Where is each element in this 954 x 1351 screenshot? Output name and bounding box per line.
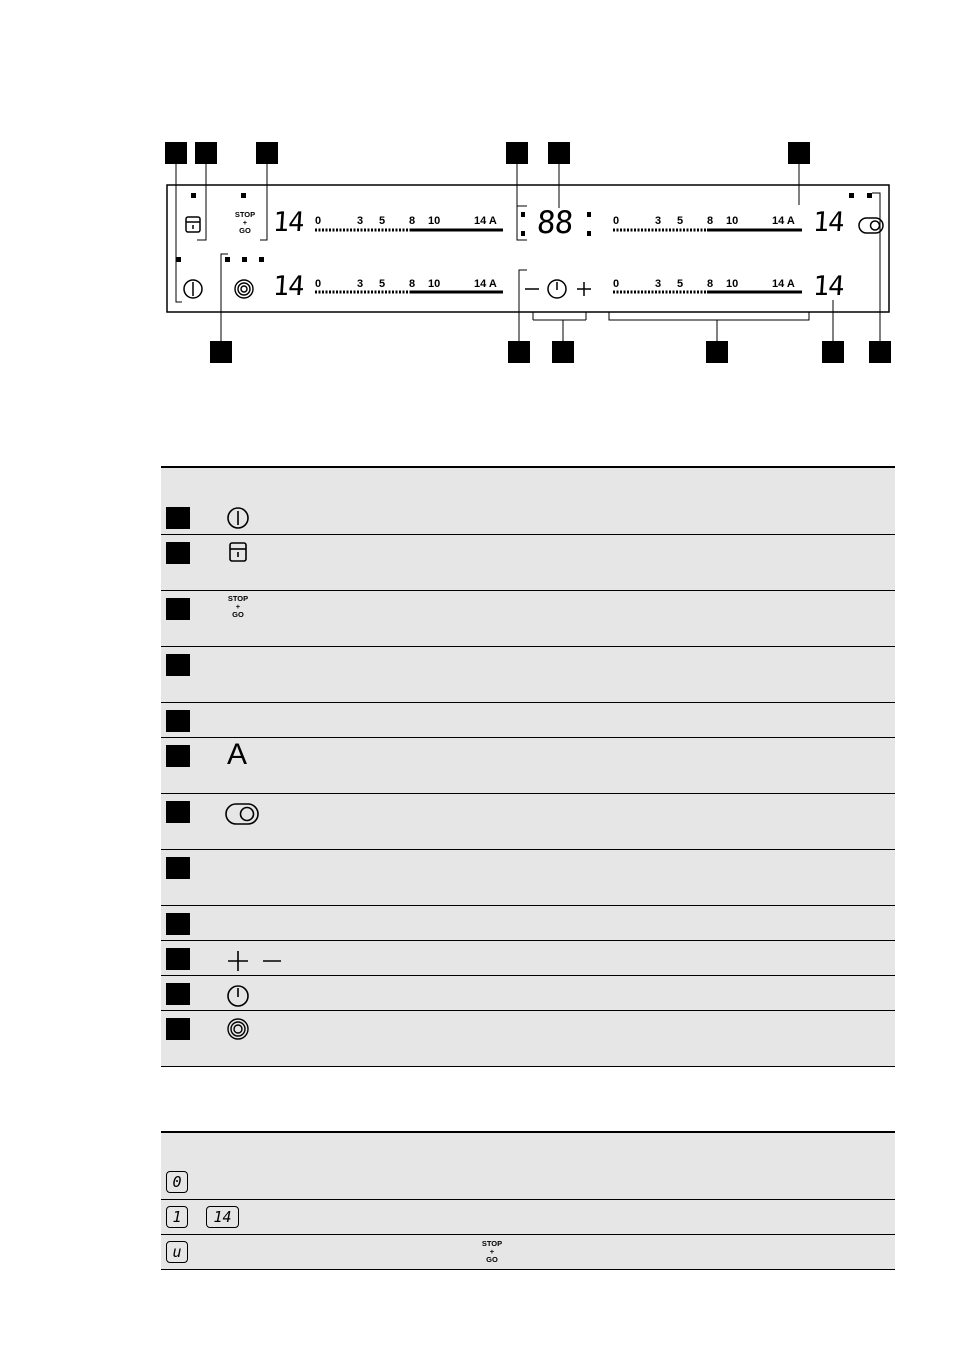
row-number-marker	[166, 542, 190, 564]
boost-icon	[223, 1015, 283, 1043]
row-number-marker	[166, 507, 190, 529]
scale-label: 10	[428, 278, 441, 290]
stop-label: STOP	[234, 210, 256, 219]
scale-label: 14 A	[474, 215, 497, 227]
scale-label: 8	[409, 215, 416, 227]
scale-label: 14 A	[772, 215, 795, 227]
go-label: GO	[239, 226, 251, 235]
row-number-marker	[166, 598, 190, 620]
row-number-marker	[166, 948, 190, 970]
lock-icon	[223, 539, 283, 567]
row-number-marker	[166, 983, 190, 1005]
row-number-marker	[166, 1018, 190, 1040]
display-symbol: u	[166, 1241, 188, 1263]
table-row	[161, 976, 895, 1011]
table-row	[161, 647, 895, 703]
row-number-marker	[166, 745, 190, 767]
row-number-marker	[166, 913, 190, 935]
table-row	[161, 794, 895, 850]
plus-label: +	[242, 218, 248, 227]
stop-go-label: +	[235, 602, 241, 611]
table-row	[161, 703, 895, 738]
plus-minus-icon	[223, 945, 283, 973]
table-row	[161, 906, 895, 941]
display-symbol: 0	[166, 1171, 188, 1193]
table-header	[161, 466, 895, 502]
table-row	[161, 500, 895, 535]
row-number-marker	[166, 710, 190, 732]
power-display-2: 14	[271, 271, 305, 302]
scale-label: 0	[315, 215, 322, 227]
scale-label: 5	[677, 215, 684, 227]
on-off-icon	[223, 504, 283, 532]
display-symbol: 14	[206, 1206, 239, 1228]
table-header-2	[161, 1131, 895, 1167]
stop-go-label: GO	[232, 610, 244, 619]
table-row	[161, 941, 895, 976]
scale-label: 0	[315, 278, 322, 290]
on-off-icon-cell	[223, 504, 283, 537]
scale-label: 14 A	[474, 278, 497, 290]
stop-go-icon	[223, 595, 253, 619]
stop-go-label: STOP	[481, 1239, 503, 1248]
table-row	[161, 738, 895, 794]
scale-label: 3	[357, 215, 364, 227]
table-row	[161, 1200, 895, 1235]
power-display-1: 14	[271, 207, 305, 238]
scale-label: 8	[707, 215, 714, 227]
plus-minus-icon-cell	[223, 945, 283, 978]
row-number-marker	[166, 654, 190, 676]
auto-letter: A	[227, 738, 248, 771]
scale-label: 8	[409, 278, 416, 290]
scale-label: 5	[677, 278, 684, 290]
panel-graphics	[0, 0, 954, 400]
scale-label: 5	[379, 215, 386, 227]
scale-label: 14 A	[772, 278, 795, 290]
timer-icon-cell	[223, 980, 283, 1013]
table-row	[161, 1011, 895, 1067]
timer-display: 88	[535, 205, 574, 241]
power-display-3: 14	[811, 207, 845, 238]
scale-label: 0	[613, 278, 620, 290]
scale-label: 5	[379, 278, 386, 290]
scale-label: 10	[726, 215, 739, 227]
lock-icon-cell	[223, 539, 283, 572]
table-row	[161, 1235, 895, 1270]
scale-label: 8	[707, 278, 714, 290]
scale-label: 0	[613, 215, 620, 227]
bridge-icon-cell	[223, 798, 283, 831]
stop-go-icon	[477, 1240, 507, 1264]
row-number-marker	[166, 801, 190, 823]
stop-go-key	[228, 211, 262, 235]
control-panel-diagram	[0, 0, 954, 400]
table-row	[161, 591, 895, 647]
table-row	[161, 535, 895, 591]
stop-go-label: STOP	[227, 594, 249, 603]
scale-label: 3	[655, 215, 662, 227]
scale-label: 3	[655, 278, 662, 290]
scale-label: 10	[726, 278, 739, 290]
symbol-table	[161, 466, 895, 1068]
display-table	[161, 1131, 895, 1272]
boost-icon-cell	[223, 1015, 283, 1048]
power-display-4: 14	[811, 271, 845, 302]
scale-label: 3	[357, 278, 364, 290]
row-number-marker	[166, 857, 190, 879]
scale-label: 10	[428, 215, 441, 227]
stop-go-label: GO	[486, 1255, 498, 1264]
stop-go-label: +	[489, 1247, 495, 1256]
bridge-icon	[223, 798, 283, 826]
timer-icon	[223, 980, 283, 1008]
table-row	[161, 850, 895, 906]
display-symbol: 1	[166, 1206, 188, 1228]
table-row	[161, 1165, 895, 1200]
